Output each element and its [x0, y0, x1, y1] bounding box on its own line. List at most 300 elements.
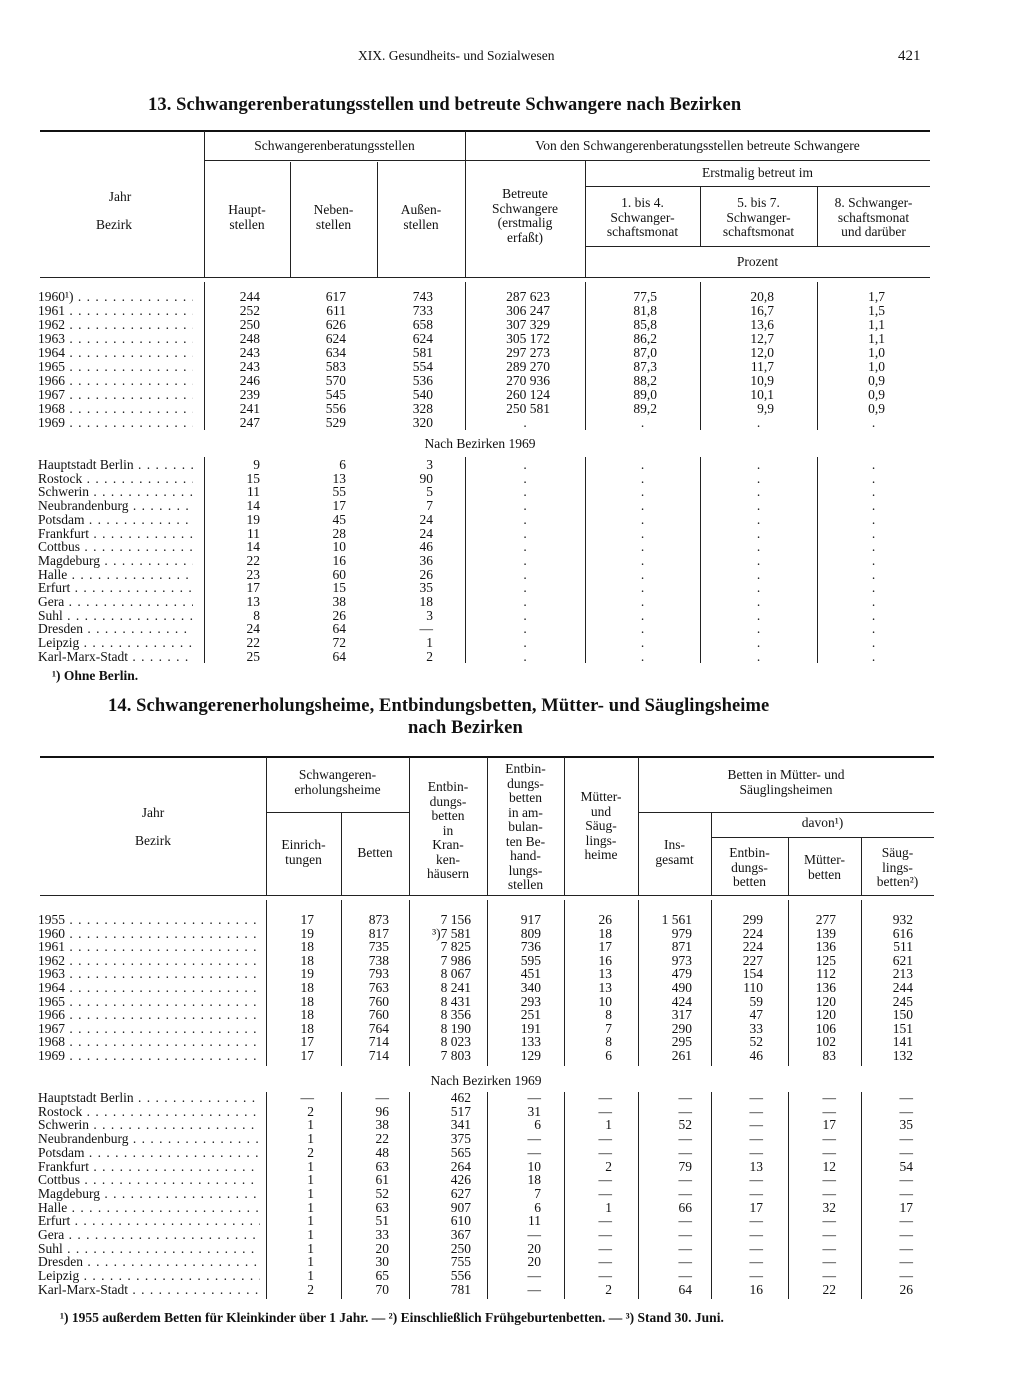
table-cell: 250 581: [506, 401, 550, 416]
table-cell: —: [678, 1131, 692, 1147]
table-cell: —: [822, 1172, 836, 1188]
table-cell: —: [899, 1254, 913, 1270]
table-cell: 70: [375, 1281, 389, 1297]
row-label: Magdeburg . . .: [38, 1187, 260, 1201]
row-label: Leipzig . . .: [38, 1269, 260, 1283]
row-label: 1960 . . .: [38, 927, 260, 941]
row-label: Cottbus . . .: [38, 1173, 260, 1187]
table-cell: .: [871, 457, 876, 472]
table-cell: —: [749, 1090, 763, 1105]
table-cell: .: [640, 566, 645, 582]
table-cell: 9,9: [757, 401, 774, 416]
table-cell: 261: [671, 1048, 692, 1063]
table-cell: 18: [300, 993, 314, 1009]
table-cell: 13: [749, 1158, 763, 1174]
table-cell: —: [899, 1268, 913, 1284]
row-label: Erfurt . . .: [38, 1214, 260, 1228]
row-label: Neubrandenburg . . .: [38, 499, 193, 513]
table-cell: 8: [253, 607, 260, 623]
table-cell: 595: [520, 952, 541, 968]
table-cell: 18: [300, 980, 314, 995]
table-cell: 12,0: [750, 345, 774, 360]
table-cell: 139: [815, 925, 836, 941]
t14-col-amb: Entbin- dungs- betten in am- bulan- ten Be- hand- lungs- stellen: [505, 761, 546, 892]
row-label: Schwerin . . .: [38, 485, 193, 499]
table-cell: .: [871, 552, 876, 568]
row-label: Hauptstadt Berlin . . .: [38, 458, 193, 472]
t13-subgroup: Erstmalig betreut im: [702, 165, 813, 180]
table-cell: 151: [892, 1020, 913, 1036]
table-cell: 763: [368, 980, 389, 995]
table-cell: 18: [527, 1172, 541, 1188]
table-cell: .: [523, 498, 527, 514]
table-cell: 6: [534, 1117, 541, 1133]
table-cell: 66: [678, 1199, 692, 1215]
table-cell: 79: [678, 1158, 692, 1174]
table-cell: —: [899, 1090, 913, 1105]
row-label: 1969 . . .: [38, 1049, 260, 1063]
table-cell: 87,3: [633, 359, 657, 374]
table-cell: 570: [325, 373, 346, 388]
table-cell: 88,2: [633, 373, 657, 388]
table-cell: 367: [450, 1227, 471, 1242]
table-cell: 8 356: [440, 1007, 471, 1023]
table-cell: 973: [671, 952, 692, 968]
table-cell: 1: [307, 1117, 314, 1133]
t13-col-m2: 5. bis 7. Schwanger- schaftsmonat: [722, 195, 795, 239]
table14-title-line2: nach Bezirken: [408, 718, 523, 738]
table-cell: 26: [419, 566, 433, 582]
row-label: Karl-Marx-Stadt . . .: [38, 650, 193, 664]
table-cell: —: [822, 1240, 836, 1256]
table-cell: 17: [822, 1117, 836, 1133]
table-cell: 19: [300, 966, 314, 982]
table-cell: 1 561: [661, 912, 692, 927]
table-cell: 1: [307, 1254, 314, 1270]
t13-col-m3: 8. Schwanger- schaftsmonat und darüber: [834, 195, 913, 239]
table-cell: 13: [332, 470, 346, 486]
table-cell: 20,8: [750, 289, 774, 304]
table-cell: 299: [742, 912, 763, 927]
table-cell: 110: [743, 980, 763, 995]
table-cell: .: [523, 594, 527, 609]
table-cell: 270 936: [506, 373, 550, 388]
table-cell: 307 329: [506, 317, 550, 332]
table-cell: 760: [368, 993, 389, 1009]
table-cell: —: [899, 1213, 913, 1229]
table-cell: —: [598, 1090, 612, 1105]
table-cell: .: [756, 470, 761, 486]
t14-davon: davon¹): [801, 815, 844, 830]
t14-group-erholung: Schwangeren- erholungsheime: [294, 767, 381, 797]
table-cell: .: [640, 594, 645, 609]
table-cell: .: [640, 580, 645, 596]
table-cell: 0,9: [868, 401, 885, 416]
table-cell: 227: [742, 952, 763, 968]
table-cell: —: [598, 1185, 612, 1201]
row-label: 1963 . . .: [38, 332, 193, 346]
table-cell: 735: [368, 939, 389, 955]
table-cell: 20: [527, 1240, 541, 1256]
table-cell: 873: [368, 912, 389, 927]
table-cell: .: [871, 580, 876, 596]
table-cell: 22: [246, 552, 260, 568]
table-cell: .: [871, 566, 876, 582]
t14-footnote: ¹) 1955 außerdem Betten für Kleinkinder über 1 Jahr. — ²) Einschließlich Frühgeburtenbetten. — ³) Stand 30. Juni.: [60, 1310, 724, 1325]
table-cell: 426: [450, 1172, 471, 1188]
table-cell: —: [598, 1213, 612, 1229]
table-cell: —: [822, 1268, 836, 1284]
table-cell: 191: [520, 1020, 541, 1036]
table-cell: —: [300, 1090, 314, 1105]
table-cell: 13,6: [750, 317, 774, 332]
table-cell: 2: [605, 1158, 612, 1174]
table-cell: 52: [375, 1185, 389, 1201]
row-label: Halle . . .: [38, 568, 193, 582]
table-cell: .: [523, 415, 527, 430]
table-cell: 2: [605, 1281, 612, 1297]
table-cell: .: [871, 621, 876, 637]
table-cell: 917: [520, 912, 541, 927]
table-cell: .: [523, 648, 527, 664]
row-label: 1964 . . .: [38, 346, 193, 360]
table-cell: 246: [239, 373, 260, 388]
table-cell: 1: [307, 1158, 314, 1174]
table-cell: 7 156: [440, 912, 471, 927]
table-cell: 64: [332, 648, 346, 664]
table-cell: .: [640, 525, 645, 541]
table-cell: 6: [534, 1199, 541, 1215]
table-cell: 7 986: [440, 952, 471, 968]
row-label: 1961 . . .: [38, 940, 260, 954]
table-cell: 23: [246, 566, 260, 582]
page-number: 421: [898, 48, 921, 64]
row-label: Frankfurt . . .: [38, 1160, 260, 1174]
table-cell: —: [598, 1268, 612, 1284]
table-cell: .: [756, 580, 761, 596]
table-cell: .: [871, 511, 876, 527]
table-cell: 1: [605, 1199, 612, 1215]
table-cell: 38: [375, 1117, 389, 1133]
table-cell: 90: [419, 470, 433, 486]
table-cell: .: [756, 525, 761, 541]
table-cell: 733: [412, 303, 433, 318]
table-cell: 10: [527, 1158, 541, 1174]
table-cell: —: [598, 1131, 612, 1147]
t14-col-ent: Entbin- dungs- betten: [729, 845, 770, 889]
table-cell: 611: [326, 303, 346, 318]
table-cell: 33: [749, 1020, 763, 1036]
table-cell: 243: [239, 345, 260, 360]
table-cell: 341: [450, 1117, 471, 1133]
table-cell: 616: [892, 925, 913, 941]
table-cell: 264: [450, 1158, 471, 1174]
row-label: Potsdam . . .: [38, 513, 193, 527]
table-cell: 545: [325, 387, 346, 402]
table-cell: 287 623: [506, 289, 550, 304]
table-cell: 479: [671, 966, 692, 982]
table-cell: 17: [246, 580, 260, 596]
table-cell: 102: [815, 1034, 836, 1050]
table-cell: 293: [520, 993, 541, 1009]
table-cell: 907: [450, 1199, 471, 1215]
table-cell: 15: [246, 470, 260, 486]
table-cell: 1: [307, 1227, 314, 1242]
table-cell: 554: [412, 359, 433, 374]
table-cell: 35: [899, 1117, 913, 1133]
table-cell: 743: [412, 289, 433, 304]
table-cell: 141: [892, 1034, 913, 1050]
table-cell: 64: [678, 1281, 692, 1297]
row-label: 1967 . . .: [38, 388, 193, 402]
table-cell: 658: [412, 317, 433, 332]
t13-col-betreute: Betreute Schwangere (erstmalig erfaßt): [492, 186, 558, 245]
table-cell: 248: [239, 331, 260, 346]
table-cell: 120: [815, 993, 836, 1009]
table-cell: 583: [325, 359, 346, 374]
t14-col-kh: Entbin- dungs- betten in Kran- ken- häusern: [427, 779, 469, 881]
row-label: Dresden . . .: [38, 1255, 260, 1269]
table-cell: —: [822, 1185, 836, 1201]
table-cell: 64: [332, 621, 346, 637]
table-cell: .: [640, 621, 645, 637]
table-cell: 77,5: [633, 289, 657, 304]
table-cell: —: [899, 1103, 913, 1119]
t14-stub-year: Jahr: [141, 805, 165, 820]
table-cell: 8 431: [440, 993, 471, 1009]
table-cell: —: [678, 1213, 692, 1229]
table-cell: 247: [239, 415, 260, 430]
table-cell: —: [822, 1103, 836, 1119]
table-cell: 736: [520, 939, 541, 955]
table-cell: 18: [419, 594, 433, 609]
table-cell: —: [527, 1131, 541, 1147]
table-cell: —: [375, 1090, 389, 1105]
row-label: 1965 . . .: [38, 360, 193, 374]
t13-group-stellen: Schwangerenberatungsstellen: [254, 138, 415, 153]
table-cell: .: [523, 539, 527, 555]
table-cell: 85,8: [633, 317, 657, 332]
table-cell: 290: [671, 1020, 692, 1036]
table-cell: 624: [325, 331, 346, 346]
table-cell: 244: [239, 289, 260, 304]
table-cell: 809: [520, 925, 541, 941]
table-cell: 7 825: [440, 939, 471, 955]
table-cell: —: [598, 1103, 612, 1119]
table-cell: —: [899, 1144, 913, 1160]
t13-group-betreute: Von den Schwangerenberatungsstellen betreute Schwangere: [535, 138, 860, 153]
table-cell: 251: [520, 1007, 541, 1023]
table-cell: 781: [450, 1281, 471, 1297]
table-cell: 10: [598, 993, 612, 1009]
table-cell: 241: [239, 401, 260, 416]
table-cell: —: [749, 1254, 763, 1270]
table-cell: 18: [598, 925, 612, 941]
table-cell: 15: [332, 580, 346, 596]
table-cell: 11,7: [750, 359, 774, 374]
table-cell: 17: [899, 1199, 913, 1215]
table14-title-line1: 14. Schwangerenerholungsheime, Entbindungsbetten, Mütter- und Säuglingsheime: [108, 696, 770, 716]
table-cell: 224: [742, 925, 763, 941]
table-cell: 565: [450, 1144, 471, 1160]
table-cell: 634: [325, 345, 346, 360]
table-cell: —: [678, 1227, 692, 1242]
table-cell: 14: [246, 539, 260, 555]
table-cell: .: [640, 607, 645, 623]
table-cell: 5: [426, 484, 433, 500]
table-cell: 51: [375, 1213, 389, 1229]
table-cell: 24: [419, 525, 433, 541]
table-cell: 17: [300, 1034, 314, 1050]
table-cell: 2: [307, 1103, 314, 1119]
table-cell: 6: [605, 1048, 612, 1063]
row-label: 1962 . . .: [38, 318, 193, 332]
table-cell: 16: [598, 952, 612, 968]
table-cell: 627: [450, 1185, 471, 1201]
table-cell: .: [871, 470, 876, 486]
table-cell: 1: [605, 1117, 612, 1133]
table-cell: 8 190: [440, 1020, 471, 1036]
table-cell: 26: [899, 1281, 913, 1297]
table-cell: 451: [520, 966, 541, 982]
t13-footnote: ¹) Ohne Berlin.: [52, 668, 139, 683]
table-cell: 11: [247, 484, 260, 500]
table-cell: .: [871, 648, 876, 664]
table-cell: .: [523, 525, 527, 541]
table-cell: —: [527, 1227, 541, 1242]
t13-col-m1: 1. bis 4. Schwanger- schaftsmonat: [606, 195, 679, 239]
row-label: 1967 . . .: [38, 1022, 260, 1036]
table-cell: 626: [325, 317, 346, 332]
table-cell: 306 247: [506, 303, 550, 318]
table-cell: 7 803: [440, 1048, 471, 1063]
table-cell: —: [822, 1144, 836, 1160]
table-cell: 8: [605, 1034, 612, 1050]
table-cell: 48: [375, 1144, 389, 1160]
table-cell: —: [749, 1144, 763, 1160]
table-cell: 47: [749, 1007, 763, 1023]
table-cell: 3: [426, 607, 433, 623]
table-cell: —: [678, 1268, 692, 1284]
table-cell: .: [871, 539, 876, 555]
t13-unit: Prozent: [736, 254, 779, 269]
t13-col-haupt: Haupt- stellen: [228, 202, 266, 232]
table-cell: —: [899, 1131, 913, 1147]
table-cell: 305 172: [506, 331, 550, 346]
table-cell: 89,2: [633, 401, 657, 416]
row-label: Karl-Marx-Stadt . . .: [38, 1283, 260, 1297]
row-label: 1966 . . .: [38, 1008, 260, 1022]
table-cell: 36: [419, 552, 433, 568]
table-cell: 340: [520, 980, 541, 995]
table-cell: 714: [368, 1048, 389, 1063]
table-cell: 239: [239, 387, 260, 402]
table-cell: 112: [816, 966, 836, 982]
table-cell: 17: [300, 1048, 314, 1063]
table-cell: 6: [339, 457, 346, 472]
table-cell: —: [749, 1103, 763, 1119]
table-cell: .: [756, 484, 761, 500]
table-cell: 55: [332, 484, 346, 500]
table-cell: .: [523, 484, 527, 500]
table-cell: 8 023: [440, 1034, 471, 1050]
row-label: Neubrandenburg . . .: [38, 1132, 260, 1146]
table-cell: 556: [450, 1268, 471, 1284]
table-cell: 2: [426, 648, 433, 664]
table-cell: 22: [246, 635, 260, 651]
table-cell: .: [523, 607, 527, 623]
table-cell: .: [640, 470, 645, 486]
table-cell: 63: [375, 1199, 389, 1215]
row-label: Cottbus . . .: [38, 540, 193, 554]
table-cell: .: [640, 648, 645, 664]
table-cell: 30: [375, 1254, 389, 1270]
row-label: 1964 . . .: [38, 981, 260, 995]
table-cell: .: [523, 635, 527, 651]
table-cell: 52: [749, 1034, 763, 1050]
table-cell: 1: [307, 1131, 314, 1147]
table-cell: —: [749, 1268, 763, 1284]
table-cell: .: [640, 457, 645, 472]
t14-stub-bezirk: Bezirk: [135, 833, 171, 848]
table-cell: 424: [671, 993, 692, 1009]
table-cell: 17: [598, 939, 612, 955]
table-cell: .: [756, 539, 761, 555]
table-cell: 106: [815, 1020, 836, 1036]
table-cell: .: [523, 511, 527, 527]
table-cell: .: [871, 635, 876, 651]
t14-col-einr: Einrich- tungen: [281, 837, 326, 867]
table-cell: 9: [253, 457, 260, 472]
table-cell: 18: [300, 939, 314, 955]
table-cell: 96: [375, 1103, 389, 1119]
table-cell: 517: [450, 1103, 471, 1119]
row-label: Suhl . . .: [38, 609, 193, 623]
table-cell: 529: [325, 415, 346, 430]
table-cell: —: [598, 1227, 612, 1242]
t13-subheading: Nach Bezirken 1969: [424, 436, 536, 451]
table-cell: 610: [450, 1213, 471, 1229]
table-cell: 295: [671, 1034, 692, 1050]
table-cell: 136: [815, 980, 836, 995]
table-cell: 54: [899, 1158, 913, 1174]
table-cell: —: [899, 1227, 913, 1242]
table-cell: —: [678, 1090, 692, 1105]
table-cell: 540: [412, 387, 433, 402]
running-title: XIX. Gesundheits- und Sozialwesen: [358, 48, 555, 63]
table-cell: 120: [815, 1007, 836, 1023]
table-cell: 26: [332, 607, 346, 623]
table-cell: —: [678, 1254, 692, 1270]
table-cell: —: [527, 1144, 541, 1160]
table-cell: 24: [419, 511, 433, 527]
table-cell: 26: [598, 912, 612, 927]
table-cell: 154: [742, 966, 763, 982]
table-cell: 12: [822, 1158, 836, 1174]
table-cell: 252: [239, 303, 260, 318]
table-cell: .: [640, 539, 645, 555]
table-cell: .: [523, 580, 527, 596]
table-cell: .: [523, 566, 527, 582]
table-cell: —: [598, 1172, 612, 1188]
table-cell: 260 124: [506, 387, 550, 402]
table-cell: 19: [300, 925, 314, 941]
t13-col-aussen: Außen- stellen: [400, 202, 442, 232]
table-cell: .: [756, 415, 761, 430]
table-cell: .: [640, 415, 645, 430]
table-cell: 581: [412, 345, 433, 360]
table-cell: 245: [892, 993, 913, 1009]
